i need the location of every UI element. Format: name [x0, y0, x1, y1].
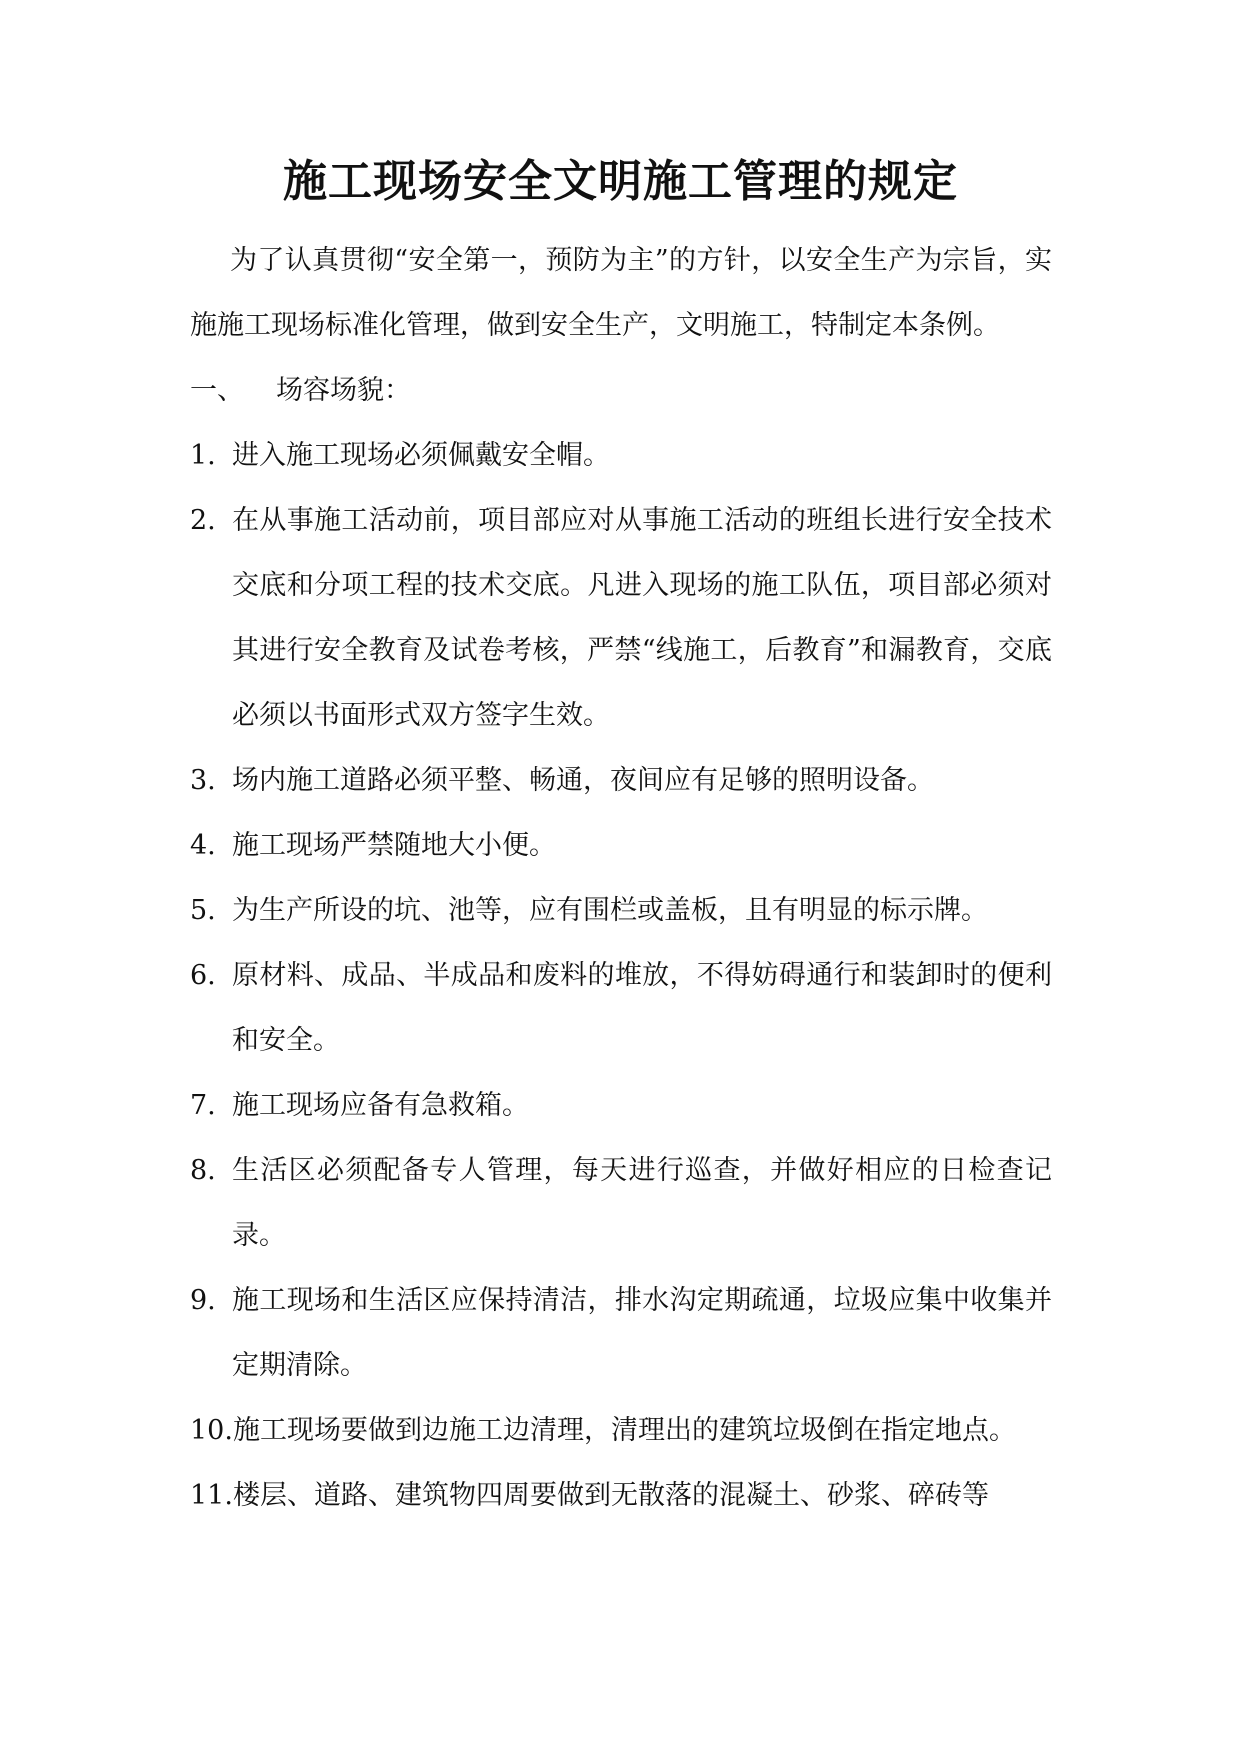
- item-text: 生活区必须配备专人管理，每天进行巡查，并做好相应的日检查记录。: [232, 1155, 1052, 1251]
- document-body: [190, 228, 1052, 1528]
- list-item: [190, 1398, 1052, 1463]
- rules-list: [190, 423, 1052, 1528]
- item-number: 8.: [190, 1155, 216, 1186]
- item-text: 施工现场严禁随地大小便。: [232, 830, 556, 861]
- list-item: [190, 423, 1052, 488]
- document-title: 施工现场安全文明施工管理的规定: [283, 156, 958, 207]
- list-item: [190, 1073, 1052, 1138]
- list-item: [190, 1138, 1052, 1268]
- item-text: 原材料、成品、半成品和废料的堆放，不得妨碍通行和装卸时的便利和安全。: [232, 960, 1052, 1056]
- list-item: [190, 878, 1052, 943]
- item-number: 6.: [190, 960, 216, 991]
- item-text: 在从事施工活动前，项目部应对从事施工活动的班组长进行安全技术交底和分项工程的技术交底。凡进入现场的施工队伍，项目部必须对其进行安全教育及试卷考核，严禁“线施工，后教育”和漏教育，交底必须以书面形式双方签字生效。: [232, 505, 1052, 731]
- list-item: [190, 1268, 1052, 1398]
- section-number: 一、: [190, 375, 244, 406]
- list-item: [190, 813, 1052, 878]
- item-number: 9.: [190, 1285, 216, 1316]
- item-number: 1.: [190, 440, 216, 471]
- list-item: [190, 943, 1052, 1073]
- item-number: 10.: [190, 1415, 233, 1446]
- section-heading: [190, 358, 1052, 423]
- item-number: 7.: [190, 1090, 216, 1121]
- item-number: 2.: [190, 505, 216, 536]
- item-text: 施工现场要做到边施工边清理，清理出的建筑垃圾倒在指定地点。: [232, 1415, 1016, 1446]
- item-number: 4.: [190, 830, 216, 861]
- list-item: [190, 488, 1052, 748]
- list-item: [190, 748, 1052, 813]
- item-number: 5.: [190, 895, 216, 926]
- section-title: 场容场貌：: [276, 375, 411, 406]
- item-number: 3.: [190, 765, 216, 796]
- item-text: 为生产所设的坑、池等，应有围栏或盖板，且有明显的标示牌。: [232, 895, 988, 926]
- item-text: 施工现场应备有急救箱。: [232, 1090, 529, 1121]
- item-text: 进入施工现场必须佩戴安全帽。: [232, 440, 610, 471]
- intro-paragraph: 为了认真贯彻“安全第一，预防为主”的方针，以安全生产为宗旨，实施施工现场标准化管理，做到安全生产，文明施工，特制定本条例。: [190, 245, 1052, 341]
- list-item: [190, 1463, 1052, 1528]
- item-text: 楼层、道路、建筑物四周要做到无散落的混凝土、砂浆、碎砖等: [232, 1480, 989, 1511]
- item-text: 施工现场和生活区应保持清洁，排水沟定期疏通，垃圾应集中收集并定期清除。: [232, 1285, 1052, 1381]
- item-number: 11.: [190, 1480, 233, 1511]
- item-text: 场内施工道路必须平整、畅通，夜间应有足够的照明设备。: [232, 765, 934, 796]
